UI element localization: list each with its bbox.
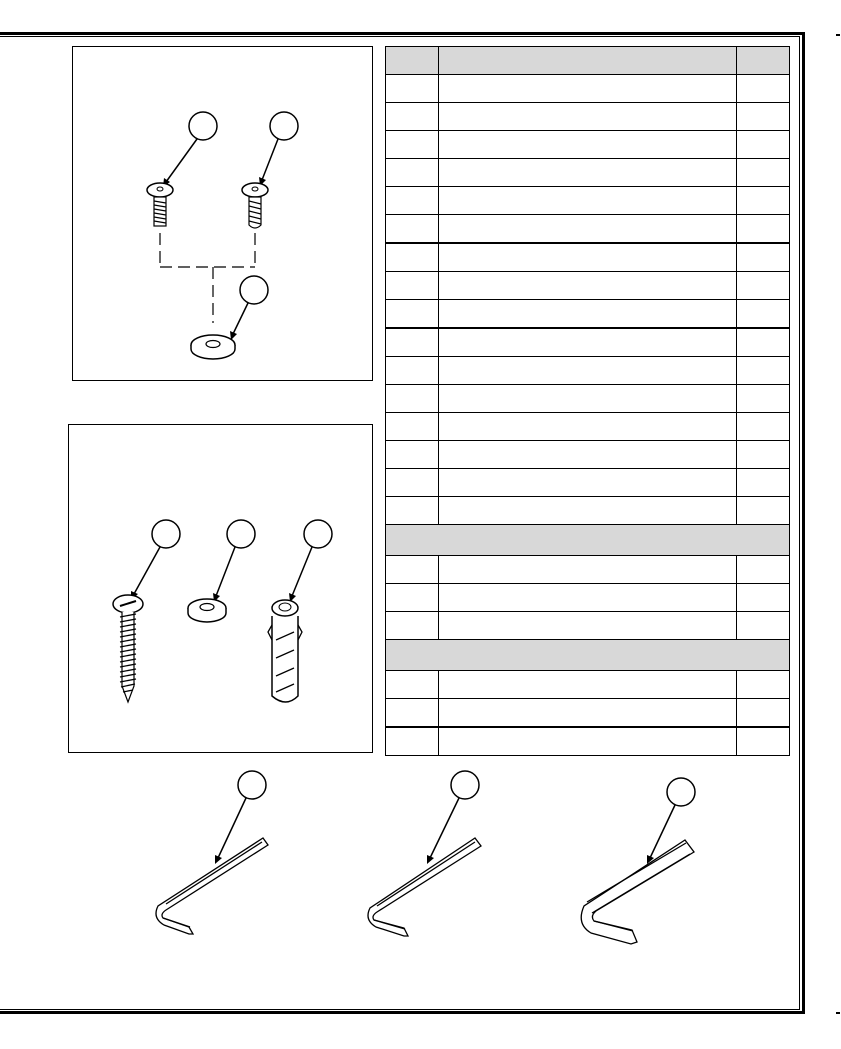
callout-leader [218,798,246,858]
callout-bubble [451,771,479,799]
hex-key-icon [581,840,694,944]
callout-bubble [667,778,695,806]
hex-key-icon [156,838,268,934]
callout-bubble [238,771,266,799]
hex-key-icon [368,838,481,936]
callout-leader [430,798,459,858]
